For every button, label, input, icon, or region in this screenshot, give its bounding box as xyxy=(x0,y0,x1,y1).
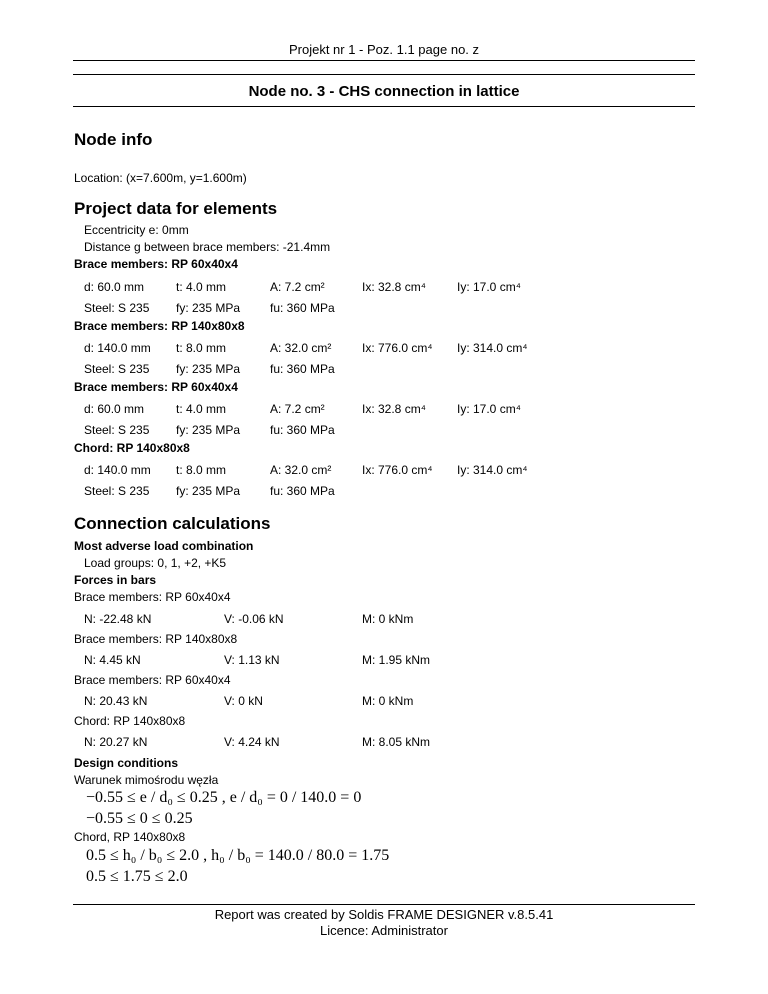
load-groups-text: Load groups: 0, 1, +2, +K5 xyxy=(84,556,227,570)
force-n: N: -22.48 kN xyxy=(84,612,152,626)
eccentricity-text: Eccentricity e: 0mm xyxy=(84,223,189,237)
title-rule-top xyxy=(73,74,695,75)
force-v: V: -0.06 kN xyxy=(224,612,284,626)
distance-text: Distance g between brace members: -21.4mm xyxy=(84,240,331,254)
member-ix: Ix: 776.0 cm⁴ xyxy=(362,341,433,355)
member-d: d: 60.0 mm xyxy=(84,280,145,294)
eccentricity-condition-check: −0.55 ≤ 0 ≤ 0.25 xyxy=(86,810,193,827)
chord-condition-formula: 0.5 ≤ h₀ / b₀ ≤ 2.0 , h₀ / b₀ = 140.0 / 80.0 = 1.75 xyxy=(86,847,390,864)
page-title: Node no. 3 - CHS connection in lattice xyxy=(248,83,520,100)
page-header: Projekt nr 1 - Poz. 1.1 page no. z xyxy=(288,42,480,57)
member-title: Brace members: RP 60x40x4 xyxy=(74,380,238,394)
member-fu: fu: 360 MPa xyxy=(270,362,335,376)
member-fu: fu: 360 MPa xyxy=(270,423,335,437)
title-rule-bottom xyxy=(73,106,695,107)
footer-divider xyxy=(73,904,695,905)
member-d: d: 140.0 mm xyxy=(84,463,151,477)
member-iy: Iy: 17.0 cm⁴ xyxy=(457,402,521,416)
node-info-heading: Node info xyxy=(74,130,153,149)
member-title: Brace members: RP 60x40x4 xyxy=(74,257,238,271)
force-member-title: Brace members: RP 60x40x4 xyxy=(74,590,231,604)
member-steel: Steel: S 235 xyxy=(84,423,150,437)
member-fy: fy: 235 MPa xyxy=(176,362,241,376)
force-m: M: 8.05 kNm xyxy=(362,735,431,749)
member-fu: fu: 360 MPa xyxy=(270,484,335,498)
member-ix: Ix: 32.8 cm⁴ xyxy=(362,402,426,416)
member-iy: Iy: 314.0 cm⁴ xyxy=(457,463,528,477)
member-steel: Steel: S 235 xyxy=(84,362,150,376)
member-iy: Iy: 314.0 cm⁴ xyxy=(457,341,528,355)
member-t: t: 8.0 mm xyxy=(176,463,227,477)
member-area: A: 7.2 cm² xyxy=(270,402,325,416)
member-t: t: 4.0 mm xyxy=(176,280,227,294)
member-t: t: 8.0 mm xyxy=(176,341,227,355)
member-fy: fy: 235 MPa xyxy=(176,301,241,315)
force-m: M: 0 kNm xyxy=(362,612,414,626)
member-fy: fy: 235 MPa xyxy=(176,484,241,498)
member-d: d: 60.0 mm xyxy=(84,402,145,416)
force-n: N: 20.27 kN xyxy=(84,735,148,749)
force-member-title: Chord: RP 140x80x8 xyxy=(74,714,186,728)
force-v: V: 0 kN xyxy=(224,694,263,708)
member-area: A: 32.0 cm² xyxy=(270,341,332,355)
connection-heading: Connection calculations xyxy=(74,514,271,533)
member-area: A: 7.2 cm² xyxy=(270,280,325,294)
member-d: d: 140.0 mm xyxy=(84,341,151,355)
member-ix: Ix: 776.0 cm⁴ xyxy=(362,463,433,477)
most-adverse-heading: Most adverse load combination xyxy=(74,539,254,553)
member-iy: Iy: 17.0 cm⁴ xyxy=(457,280,521,294)
force-v: V: 4.24 kN xyxy=(224,735,280,749)
member-steel: Steel: S 235 xyxy=(84,484,150,498)
force-n: N: 20.43 kN xyxy=(84,694,148,708)
member-ix: Ix: 32.8 cm⁴ xyxy=(362,280,426,294)
force-m: M: 0 kNm xyxy=(362,694,414,708)
footer xyxy=(0,907,768,939)
force-member-title: Brace members: RP 140x80x8 xyxy=(74,632,238,646)
member-title: Brace members: RP 140x80x8 xyxy=(74,319,245,333)
force-n: N: 4.45 kN xyxy=(84,653,141,667)
member-area: A: 32.0 cm² xyxy=(270,463,332,477)
eccentricity-condition-title: Warunek mimośrodu węzła xyxy=(74,773,219,787)
location-text: Location: (x=7.600m, y=1.600m) xyxy=(74,171,247,185)
chord-condition-title: Chord, RP 140x80x8 xyxy=(74,830,186,844)
member-title: Chord: RP 140x80x8 xyxy=(74,441,190,455)
force-member-title: Brace members: RP 60x40x4 xyxy=(74,673,231,687)
project-data-heading: Project data for elements xyxy=(74,199,278,218)
member-steel: Steel: S 235 xyxy=(84,301,150,315)
footer-licence: Licence: Administrator xyxy=(320,923,448,938)
member-fy: fy: 235 MPa xyxy=(176,423,241,437)
forces-heading: Forces in bars xyxy=(74,573,157,587)
eccentricity-condition-formula: −0.55 ≤ e / d₀ ≤ 0.25 , e / d₀ = 0 / 140.0 = 0 xyxy=(86,789,362,806)
member-t: t: 4.0 mm xyxy=(176,402,227,416)
header-divider xyxy=(73,60,695,61)
design-conditions-heading: Design conditions xyxy=(74,756,179,770)
footer-creator: Report was created by Soldis FRAME DESIGNER v.8.5.41 xyxy=(214,907,554,922)
chord-condition-check: 0.5 ≤ 1.75 ≤ 2.0 xyxy=(86,868,188,885)
member-fu: fu: 360 MPa xyxy=(270,301,335,315)
force-m: M: 1.95 kNm xyxy=(362,653,431,667)
force-v: V: 1.13 kN xyxy=(224,653,280,667)
